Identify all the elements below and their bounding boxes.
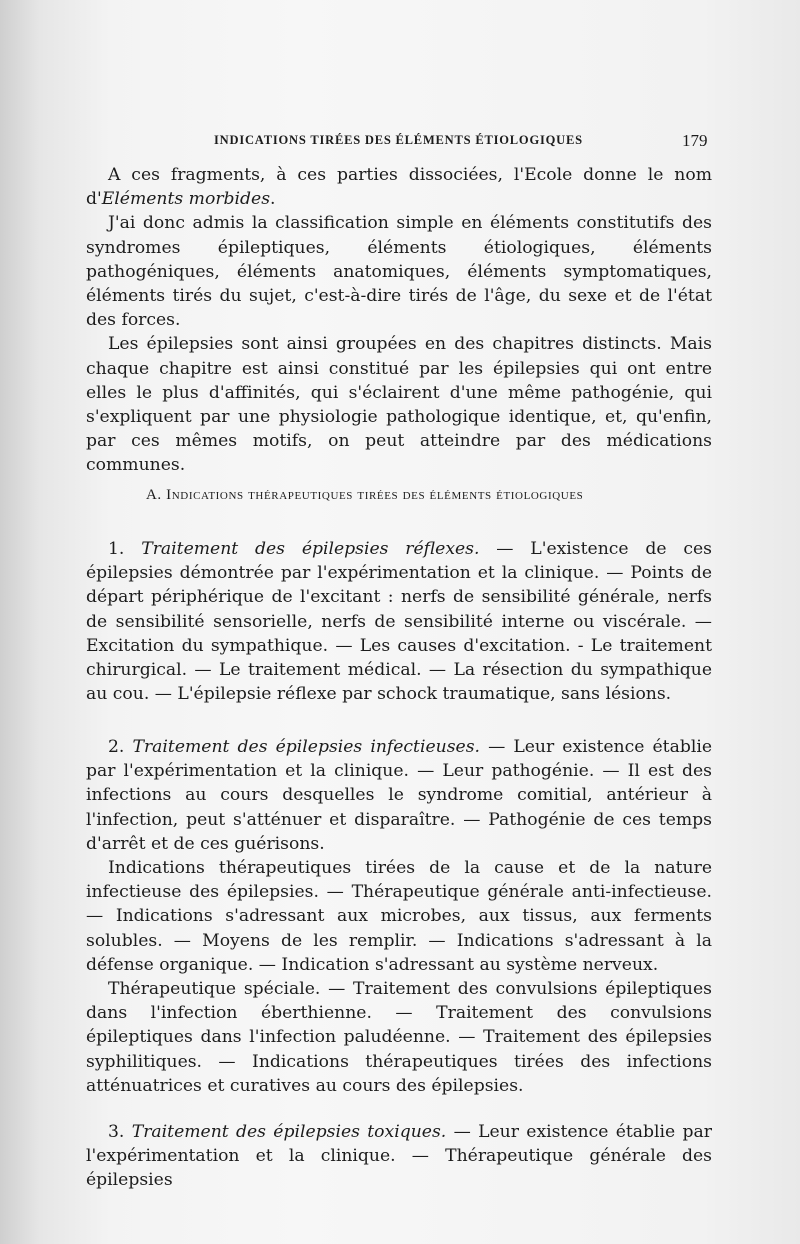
section-heading: A. Indications thérapeutiques tirées des éléments étiologiques: [146, 487, 584, 503]
running-header: [0, 131, 800, 151]
item-2-paragraph-2: Indications thérapeutiques tirées de la cause et de la nature infectieuse des épilepsies. — Thérapeutique générale anti-infectieuse. — Indications s'adressant aux microbes, aux tissus, aux ferments solubles. — Moyens de les remplir. — Indications s'adressant à la défense organique. — Indication s'adressant au système nerveux.: [86, 858, 712, 975]
item-2: [86, 735, 712, 1098]
item-3-paragraph: [86, 1120, 712, 1193]
running-title: INDICATIONS TIRÉES DES ÉLÉMENTS ÉTIOLOGIQUES: [214, 133, 583, 147]
item-title: Traitement des épilepsies infectieuses.: [132, 737, 480, 757]
page-number: 179: [682, 131, 708, 150]
item-2-paragraph: [86, 735, 712, 856]
item-1: [86, 537, 712, 706]
item-body: — L'existence de ces épilepsies démontrée par l'expérimentation et la clinique. — Points de départ périphérique de l'excitant : nerfs de sensibilité générale, nerfs de sensibilité sensorielle, nerfs de sensibilité interne ou viscérale. — Excitation du sympathique. — Les causes d'excitation. - Le traitement chirurgical. — Le traitement médical. — La résection du sympathique au cou. — L'épilepsie réflexe par schock traumatique, sans lésions.: [86, 539, 713, 705]
intro-block: [86, 163, 712, 478]
item-number: 1.: [108, 539, 125, 559]
intro-paragraph-3: Les épilepsies sont ainsi groupées en des chapitres distincts. Mais chaque chapitre est ainsi constitué par les épilepsies qui ont entre elles le plus d'affinités, qui s'éclairent d'une même pathogénie, qui s'expliquent par une physiologie pathologique identique, et, qu'enfin, par ces mêmes motifs, on peut atteindre par des médications communes.: [86, 334, 712, 476]
item-1-paragraph: [86, 537, 712, 706]
emphasis-term: Eléments morbides: [101, 189, 271, 210]
item-3: [86, 1120, 712, 1193]
item-title: Traitement des épilepsies réflexes.: [141, 539, 480, 559]
item-body: — Leur existence établie par l'expérimentation et la clinique. — Leur pathogénie. — Il est des infections au cours desquelles le syndrome comitial, antérieur à l'infection, peut s'atténuer et disparaître. — Pathogénie de ces temps d'arrêt et de ces guérisons.: [86, 737, 712, 854]
intro-paragraph-2: J'ai donc admis la classification simple en éléments constitutifs des syndromes épileptiques, éléments étiologiques, éléments pathogéniques, éléments anatomiques, éléments symptomatiques, éléments tirés du sujet, c'est-à-dire tirés de l'âge, du sexe et de l'état des forces.: [86, 213, 712, 331]
item-number: 2.: [108, 737, 125, 757]
item-2-paragraph-3: Thérapeutique spéciale. — Traitement des convulsions épileptiques dans l'infection éberthienne. — Traitement des convulsions épileptiques dans l'infection paludéenne. — Traitement des épilepsies syphilitiques. — Indications thérapeutiques tirées des infections atténuatrices et curatives au cours des épilepsies.: [86, 979, 712, 1096]
intro-paragraph-1: A ces fragments, à ces parties dissociées, l'Ecole donne le nom d'Eléments morbides.: [86, 165, 712, 210]
item-body: — Leur existence établie par l'expérimentation et la clinique. — Thérapeutique générale des épilepsies: [86, 1122, 713, 1191]
item-title: Traitement des épilepsies toxiques.: [131, 1122, 447, 1142]
item-number: 3.: [108, 1122, 125, 1142]
